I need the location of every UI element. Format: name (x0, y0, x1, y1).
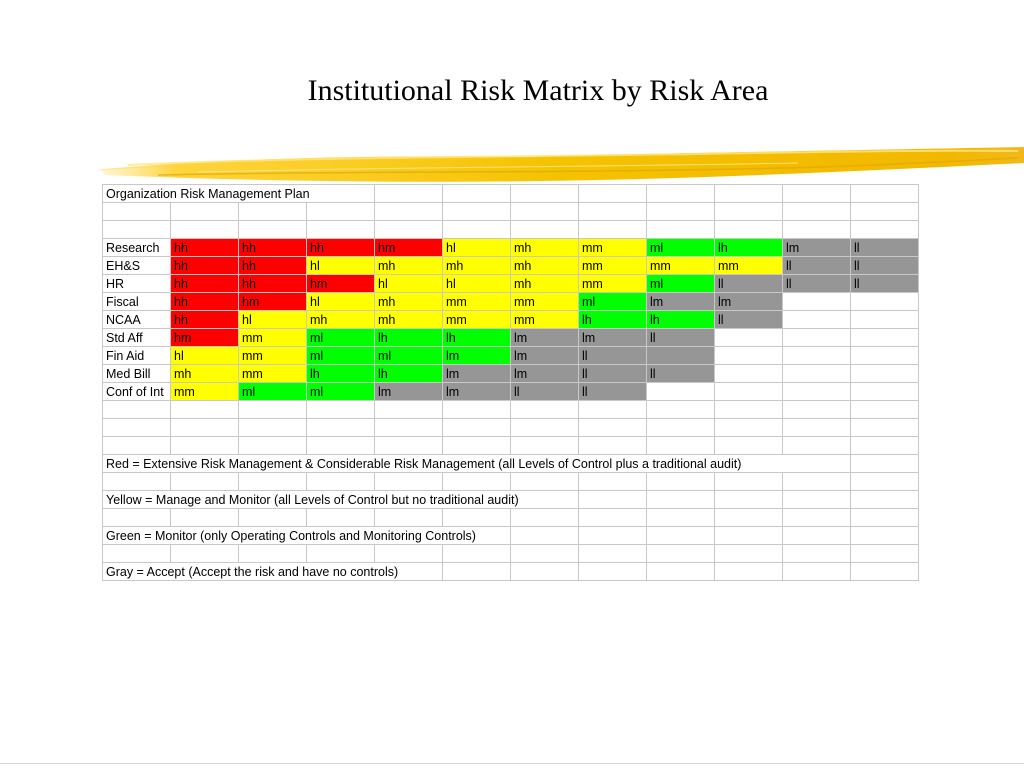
empty-cell (171, 221, 239, 239)
risk-rating-cell: hm (239, 293, 307, 311)
risk-rating-cell: mm (171, 383, 239, 401)
empty-cell (783, 527, 851, 545)
risk-area-label: Fiscal (103, 293, 171, 311)
risk-rating-cell: mm (579, 275, 647, 293)
risk-rating-cell: mm (443, 293, 511, 311)
risk-area-label: HR (103, 275, 171, 293)
legend-text: Green = Monitor (only Operating Controls and Monitoring Controls) (103, 527, 511, 545)
risk-area-row (103, 365, 919, 383)
risk-area-row (103, 239, 919, 257)
risk-rating-cell: hh (171, 275, 239, 293)
empty-cell (511, 437, 579, 455)
risk-rating-cell: ml (647, 239, 715, 257)
risk-rating-cell: ll (851, 275, 919, 293)
risk-area-row (103, 293, 919, 311)
risk-rating-cell: lh (375, 365, 443, 383)
risk-rating-cell: lh (375, 329, 443, 347)
risk-rating-cell: lh (647, 311, 715, 329)
empty-cell (239, 473, 307, 491)
empty-cell (375, 545, 443, 563)
empty-cell (851, 509, 919, 527)
risk-rating-cell (851, 293, 919, 311)
empty-cell (579, 491, 647, 509)
risk-rating-cell: lm (443, 347, 511, 365)
empty-cell (511, 419, 579, 437)
risk-rating-cell: mh (171, 365, 239, 383)
empty-cell (783, 473, 851, 491)
empty-cell (715, 509, 783, 527)
empty-cell (715, 437, 783, 455)
spacer-row (103, 509, 919, 527)
risk-rating-cell: ll (851, 257, 919, 275)
risk-rating-cell: hh (239, 275, 307, 293)
risk-rating-cell (783, 365, 851, 383)
risk-rating-cell: lm (579, 329, 647, 347)
risk-rating-cell: mm (511, 311, 579, 329)
legend-row (103, 527, 919, 545)
spacer-row (103, 221, 919, 239)
risk-rating-cell: hh (239, 239, 307, 257)
empty-cell (511, 473, 579, 491)
empty-cell (715, 221, 783, 239)
empty-cell (851, 437, 919, 455)
risk-rating-cell: ll (647, 365, 715, 383)
risk-rating-cell: ll (783, 275, 851, 293)
risk-area-label: Std Aff (103, 329, 171, 347)
empty-cell (307, 545, 375, 563)
risk-rating-cell: ll (783, 257, 851, 275)
empty-cell (851, 203, 919, 221)
risk-rating-cell: ll (579, 383, 647, 401)
risk-rating-cell: hh (171, 311, 239, 329)
empty-cell (375, 185, 443, 203)
legend-row (103, 563, 919, 581)
empty-cell (307, 401, 375, 419)
risk-rating-cell: hm (375, 239, 443, 257)
risk-rating-cell: hl (239, 311, 307, 329)
empty-cell (851, 527, 919, 545)
empty-cell (443, 401, 511, 419)
empty-cell (307, 473, 375, 491)
empty-cell (579, 221, 647, 239)
empty-cell (851, 563, 919, 581)
empty-cell (239, 509, 307, 527)
empty-cell (715, 491, 783, 509)
risk-area-row (103, 275, 919, 293)
empty-cell (307, 221, 375, 239)
empty-cell (851, 401, 919, 419)
risk-area-row (103, 329, 919, 347)
empty-cell (851, 185, 919, 203)
risk-rating-cell: mh (375, 293, 443, 311)
empty-cell (647, 473, 715, 491)
empty-cell (579, 473, 647, 491)
empty-cell (239, 437, 307, 455)
risk-rating-cell (851, 329, 919, 347)
risk-area-label: Fin Aid (103, 347, 171, 365)
risk-rating-cell: mm (715, 257, 783, 275)
empty-cell (375, 401, 443, 419)
empty-cell (579, 509, 647, 527)
empty-cell (511, 563, 579, 581)
empty-cell (511, 509, 579, 527)
empty-cell (715, 473, 783, 491)
risk-area-row (103, 257, 919, 275)
risk-rating-cell: ml (239, 383, 307, 401)
risk-rating-cell (783, 329, 851, 347)
empty-cell (103, 545, 171, 563)
risk-rating-cell: lm (375, 383, 443, 401)
empty-cell (103, 401, 171, 419)
risk-rating-cell: ml (307, 329, 375, 347)
empty-cell (171, 509, 239, 527)
empty-cell (443, 509, 511, 527)
empty-cell (647, 221, 715, 239)
risk-rating-cell: lh (307, 365, 375, 383)
empty-cell (443, 419, 511, 437)
spacer-row (103, 437, 919, 455)
legend-text: Gray = Accept (Accept the risk and have no controls) (103, 563, 443, 581)
risk-rating-cell: ml (307, 383, 375, 401)
spacer-row (103, 203, 919, 221)
risk-rating-cell: hl (443, 239, 511, 257)
empty-cell (511, 545, 579, 563)
empty-cell (579, 185, 647, 203)
empty-cell (783, 221, 851, 239)
risk-rating-cell: hl (375, 275, 443, 293)
empty-cell (171, 203, 239, 221)
slide-title: Institutional Risk Matrix by Risk Area (307, 74, 769, 107)
risk-rating-cell (851, 383, 919, 401)
spacer-row (103, 545, 919, 563)
empty-cell (443, 563, 511, 581)
spacer-row (103, 473, 919, 491)
risk-rating-cell: ll (715, 311, 783, 329)
empty-cell (307, 509, 375, 527)
risk-rating-cell: lm (443, 365, 511, 383)
brush-stroke-underline (98, 145, 1024, 187)
risk-rating-cell (851, 347, 919, 365)
empty-cell (647, 545, 715, 563)
empty-cell (647, 185, 715, 203)
empty-cell (307, 437, 375, 455)
risk-area-label: EH&S (103, 257, 171, 275)
empty-cell (511, 401, 579, 419)
risk-area-row (103, 347, 919, 365)
empty-cell (715, 185, 783, 203)
empty-cell (647, 203, 715, 221)
empty-cell (783, 509, 851, 527)
spacer-row (103, 419, 919, 437)
legend-text: Yellow = Manage and Monitor (all Levels of Control but no traditional audit) (103, 491, 579, 509)
empty-cell (783, 401, 851, 419)
empty-cell (579, 203, 647, 221)
risk-rating-cell: ll (579, 365, 647, 383)
risk-area-label: Conf of Int (103, 383, 171, 401)
empty-cell (647, 509, 715, 527)
empty-cell (375, 203, 443, 221)
risk-area-row (103, 311, 919, 329)
risk-rating-cell: ml (307, 347, 375, 365)
empty-cell (783, 545, 851, 563)
empty-cell (307, 419, 375, 437)
risk-rating-cell: mh (511, 275, 579, 293)
empty-cell (171, 419, 239, 437)
risk-rating-cell: hh (171, 239, 239, 257)
risk-rating-cell: hl (307, 257, 375, 275)
empty-cell (715, 203, 783, 221)
legend-row (103, 455, 919, 473)
risk-rating-cell (715, 347, 783, 365)
risk-rating-cell: lm (715, 293, 783, 311)
empty-cell (715, 401, 783, 419)
empty-cell (783, 419, 851, 437)
risk-area-label: Research (103, 239, 171, 257)
empty-cell (783, 203, 851, 221)
empty-cell (239, 401, 307, 419)
empty-cell (647, 491, 715, 509)
risk-rating-cell: mm (579, 257, 647, 275)
risk-rating-cell: lm (443, 383, 511, 401)
risk-rating-cell: mh (443, 257, 511, 275)
risk-rating-cell (783, 347, 851, 365)
risk-rating-cell: hh (171, 293, 239, 311)
empty-cell (851, 545, 919, 563)
risk-rating-cell: hh (171, 257, 239, 275)
risk-rating-cell: lh (715, 239, 783, 257)
risk-rating-cell: lm (647, 293, 715, 311)
risk-area-row (103, 383, 919, 401)
risk-rating-cell: lm (511, 329, 579, 347)
empty-cell (579, 437, 647, 455)
empty-cell (851, 221, 919, 239)
empty-cell (647, 437, 715, 455)
empty-cell (239, 221, 307, 239)
risk-rating-cell (647, 347, 715, 365)
risk-rating-cell: mm (239, 347, 307, 365)
empty-cell (443, 437, 511, 455)
bottom-divider (0, 763, 1024, 764)
risk-rating-cell: mm (647, 257, 715, 275)
empty-cell (715, 527, 783, 545)
empty-cell (647, 563, 715, 581)
risk-rating-cell: ll (647, 329, 715, 347)
empty-cell (375, 437, 443, 455)
legend-text: Red = Extensive Risk Management & Considerable Risk Management (all Levels of Control plus a traditional audit) (103, 455, 851, 473)
risk-rating-cell (715, 383, 783, 401)
risk-rating-cell: mm (511, 293, 579, 311)
risk-rating-cell: hh (307, 239, 375, 257)
risk-rating-cell: ml (375, 347, 443, 365)
risk-rating-cell (851, 311, 919, 329)
spacer-row (103, 401, 919, 419)
empty-cell (647, 401, 715, 419)
risk-rating-cell: mh (375, 311, 443, 329)
risk-rating-cell: lm (783, 239, 851, 257)
empty-cell (783, 563, 851, 581)
risk-matrix-table (102, 184, 919, 581)
empty-cell (511, 203, 579, 221)
empty-cell (443, 221, 511, 239)
empty-cell (239, 419, 307, 437)
empty-cell (579, 527, 647, 545)
risk-rating-cell (715, 329, 783, 347)
empty-cell (647, 419, 715, 437)
legend-row (103, 491, 919, 509)
empty-cell (171, 401, 239, 419)
risk-rating-cell: ll (715, 275, 783, 293)
empty-cell (103, 221, 171, 239)
empty-cell (851, 419, 919, 437)
empty-cell (647, 527, 715, 545)
risk-rating-cell: mh (307, 311, 375, 329)
risk-rating-cell: lh (443, 329, 511, 347)
empty-cell (579, 545, 647, 563)
risk-rating-cell: hl (443, 275, 511, 293)
empty-cell (375, 509, 443, 527)
risk-rating-cell: ml (647, 275, 715, 293)
risk-rating-cell (647, 383, 715, 401)
empty-cell (103, 473, 171, 491)
risk-area-label: Med Bill (103, 365, 171, 383)
empty-cell (307, 203, 375, 221)
risk-rating-cell: hl (307, 293, 375, 311)
risk-rating-cell: ll (579, 347, 647, 365)
risk-rating-cell: mh (375, 257, 443, 275)
empty-cell (511, 221, 579, 239)
risk-rating-cell: ll (851, 239, 919, 257)
risk-rating-cell: hh (239, 257, 307, 275)
empty-cell (851, 473, 919, 491)
empty-cell (783, 437, 851, 455)
empty-cell (171, 473, 239, 491)
risk-rating-cell: ml (579, 293, 647, 311)
risk-rating-cell: lm (511, 347, 579, 365)
plan-title: Organization Risk Management Plan (103, 185, 375, 203)
empty-cell (715, 419, 783, 437)
empty-cell (375, 419, 443, 437)
empty-cell (851, 455, 919, 473)
empty-cell (443, 545, 511, 563)
risk-rating-cell: mh (511, 239, 579, 257)
risk-rating-cell (783, 311, 851, 329)
empty-cell (579, 401, 647, 419)
risk-rating-cell: hm (307, 275, 375, 293)
risk-rating-cell: mm (443, 311, 511, 329)
risk-rating-cell: lm (511, 365, 579, 383)
empty-cell (511, 185, 579, 203)
plan-title-row (103, 185, 919, 203)
risk-rating-cell: hl (171, 347, 239, 365)
risk-rating-cell: mm (579, 239, 647, 257)
risk-rating-cell: ll (511, 383, 579, 401)
empty-cell (443, 185, 511, 203)
empty-cell (171, 545, 239, 563)
risk-rating-cell (715, 365, 783, 383)
empty-cell (579, 419, 647, 437)
empty-cell (443, 473, 511, 491)
risk-rating-cell: mh (511, 257, 579, 275)
empty-cell (171, 437, 239, 455)
empty-cell (375, 473, 443, 491)
empty-cell (851, 491, 919, 509)
empty-cell (103, 419, 171, 437)
empty-cell (103, 203, 171, 221)
empty-cell (103, 509, 171, 527)
empty-cell (239, 203, 307, 221)
risk-rating-cell (851, 365, 919, 383)
risk-rating-cell (783, 383, 851, 401)
empty-cell (443, 203, 511, 221)
risk-rating-cell: mm (239, 329, 307, 347)
empty-cell (715, 563, 783, 581)
risk-area-label: NCAA (103, 311, 171, 329)
risk-rating-cell (783, 293, 851, 311)
empty-cell (239, 545, 307, 563)
empty-cell (375, 221, 443, 239)
risk-rating-cell: hm (171, 329, 239, 347)
empty-cell (783, 491, 851, 509)
empty-cell (783, 185, 851, 203)
empty-cell (511, 527, 579, 545)
risk-rating-cell: lh (579, 311, 647, 329)
empty-cell (579, 563, 647, 581)
empty-cell (715, 545, 783, 563)
empty-cell (103, 437, 171, 455)
risk-rating-cell: mm (239, 365, 307, 383)
